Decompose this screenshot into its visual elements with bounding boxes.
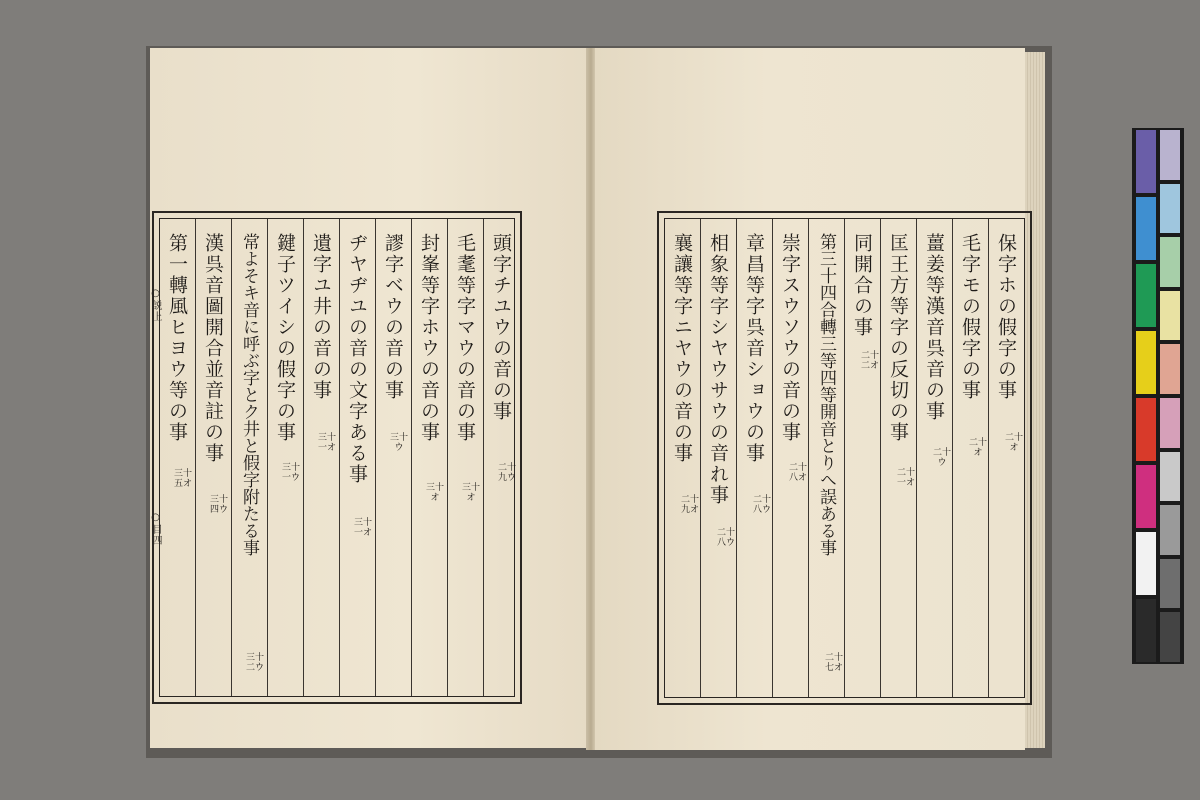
list-item	[845, 233, 880, 371]
gray-swatch	[1160, 505, 1180, 555]
gray-swatch	[1160, 344, 1180, 394]
left-content-frame	[152, 211, 522, 704]
right-content-frame	[657, 211, 1032, 705]
color-swatch	[1136, 465, 1156, 528]
color-calibration-card	[1132, 128, 1184, 664]
page-ref: 二十二オ	[861, 351, 880, 371]
right-column-grid	[664, 218, 1025, 698]
page-ref: 二十オ	[969, 438, 988, 458]
entry-text: 薑姜等漢音呉音の事	[923, 233, 945, 422]
list-item	[304, 233, 338, 453]
page-ref: 二十ウ	[933, 448, 952, 468]
color-swatch	[1136, 130, 1156, 193]
list-item	[196, 233, 230, 515]
list-item	[340, 233, 374, 538]
gray-swatch	[1160, 398, 1180, 448]
entry-text: 毛耄等字マウの音の事	[454, 233, 476, 443]
page-ref: 三十四ウ	[210, 495, 229, 515]
page-ref: 三十一オ	[354, 518, 373, 538]
gray-swatch	[1160, 452, 1180, 502]
entry-text: 保字ホの假字の事	[995, 233, 1017, 401]
page-ref: 二十九ウ	[498, 463, 517, 483]
entry-text: 襄讓等字ニヤウの音の事	[671, 233, 693, 464]
list-item	[484, 233, 518, 483]
page-ref: 三十一ウ	[282, 463, 301, 483]
page-ref: 二十七オ	[825, 653, 844, 673]
entry-text: 章昌等字呉音ショウの事	[743, 233, 765, 464]
color-swatch	[1136, 264, 1156, 327]
list-item	[917, 233, 952, 468]
entry-text: 漢呉音圖開合並音註の事	[202, 233, 224, 464]
gray-swatch	[1160, 559, 1180, 609]
color-swatch	[1136, 532, 1156, 595]
gray-swatch	[1160, 184, 1180, 234]
entry-text: 匡王方等字の反切の事	[887, 233, 909, 443]
entry-text: 第一轉風ヒヨウ等の事	[166, 233, 188, 443]
entry-text: 謬字ベウの音の事	[382, 233, 404, 401]
list-item	[232, 233, 266, 673]
list-item	[773, 233, 808, 483]
entry-text: 第三十四合轉三等四等開音とりへ誤ある事	[816, 233, 836, 556]
entry-text: 頭字チユウの音の事	[490, 233, 512, 422]
left-margin-folio: ○目四	[150, 512, 161, 546]
list-item	[448, 233, 482, 503]
list-item	[268, 233, 302, 483]
page-ref: 二十八オ	[789, 463, 808, 483]
list-item	[665, 233, 700, 515]
gray-swatch	[1160, 130, 1180, 180]
page-ref: 三十五オ	[174, 469, 193, 489]
page-ref: 二十八ウ	[753, 495, 772, 515]
page-ref: 三十オ	[462, 483, 481, 503]
entry-text: 常よそキ音に呼ぶ字とク井と假字附たる事	[239, 233, 259, 556]
entry-text: 封峯等字ホウの音の事	[418, 233, 440, 443]
page-ref: 三十二ウ	[246, 653, 265, 673]
left-column-grid	[159, 218, 515, 697]
entry-text: 鍵子ツイシの假字の事	[274, 233, 296, 443]
left-margin-title: ○説上	[150, 288, 161, 322]
list-item	[412, 233, 446, 503]
list-item	[809, 233, 844, 673]
list-item	[701, 233, 736, 548]
entry-text: 崇字スウソウの音の事	[779, 233, 801, 443]
entry-text: 毛字モの假字の事	[959, 233, 981, 401]
entry-text: ヂヤヂユの音の文字ある事	[346, 233, 368, 485]
color-swatch	[1136, 197, 1156, 260]
entry-text: 相象等字シヤウサウの音れ事	[707, 233, 729, 506]
page-ref: 二十一オ	[897, 468, 916, 488]
page-ref: 三十ウ	[390, 433, 409, 453]
color-swatch	[1136, 331, 1156, 394]
entry-text: 同開合の事	[851, 233, 873, 338]
list-item	[881, 233, 916, 488]
list-item	[737, 233, 772, 515]
page-ref: 二十オ	[1005, 433, 1024, 453]
gray-swatch	[1160, 237, 1180, 287]
page-ref: 三十オ	[426, 483, 445, 503]
list-item	[953, 233, 988, 458]
gray-swatch	[1160, 612, 1180, 662]
list-item	[376, 233, 410, 453]
color-swatch	[1136, 599, 1156, 662]
page-ref: 三十一オ	[318, 433, 337, 453]
color-swatch	[1136, 398, 1156, 461]
list-item	[989, 233, 1024, 453]
page-ref: 二十九オ	[681, 495, 700, 515]
list-item	[160, 233, 194, 489]
page-ref: 二十八ウ	[717, 528, 736, 548]
gray-swatch	[1160, 291, 1180, 341]
entry-text: 遺字ユ井の音の事	[310, 233, 332, 401]
